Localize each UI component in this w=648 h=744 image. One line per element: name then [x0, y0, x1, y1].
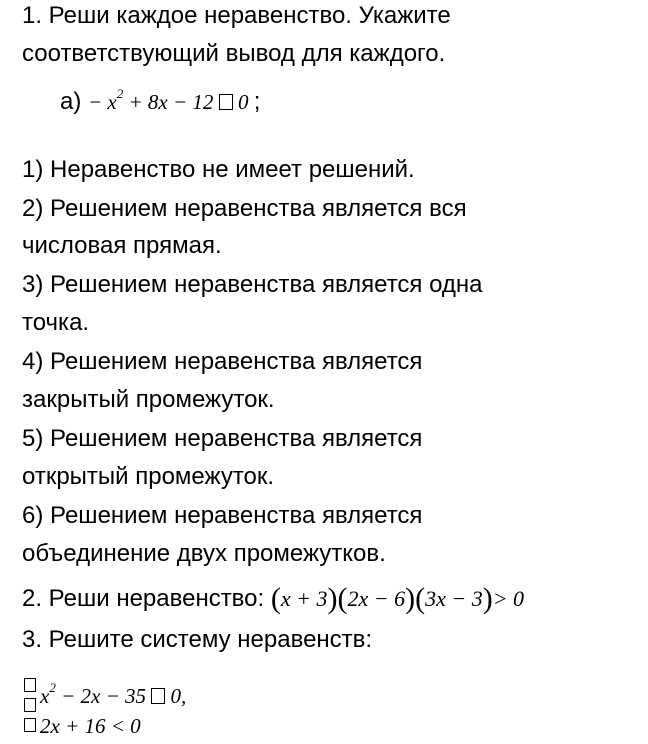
system-inequality-1: $x^2 - 2x - 35$ 0,: [40, 680, 187, 708]
option-6-cont: объединение двух промежутков.: [22, 540, 386, 567]
missing-symbol-box-icon: [219, 94, 233, 110]
option-3: 3) Решением неравенства является одна: [22, 271, 483, 298]
option-1: 1) Неравенство не имеет решений.: [22, 156, 415, 183]
task1-line2: соответствующий вывод для каждого.: [22, 40, 446, 67]
option-4: 4) Решением неравенства является: [22, 348, 423, 375]
system-brace-top-icon: [24, 678, 36, 692]
option-3-cont: точка.: [22, 309, 90, 336]
task2-label: 2. Реши неравенство:: [22, 585, 265, 612]
system-brace-middle-icon: [24, 698, 36, 712]
task1-line1: 1. Реши каждое неравенство. Укажите: [22, 2, 451, 29]
option-6: 6) Решением неравенства является: [22, 502, 423, 529]
option-2: 2) Решением неравенства является вся: [22, 195, 467, 222]
missing-symbol-box-icon: [151, 688, 165, 704]
math-expression-a: − $x^2 + 8x - 12$ 0: [88, 86, 249, 114]
semicolon: ;: [253, 88, 261, 115]
option-5: 5) Решением неравенства является: [22, 425, 423, 452]
task2: [22, 582, 525, 615]
option-2-cont: числовая прямая.: [22, 232, 222, 259]
option-4-cont: закрытый промежуток.: [22, 386, 275, 413]
system-brace-bottom-icon: [24, 718, 36, 732]
task3-label: 3. Решите систему неравенств:: [22, 626, 373, 653]
task2-expression: (x + 3)(2x − 6)(3x − 3)> 0: [270, 582, 525, 615]
part-label: а): [60, 88, 82, 115]
option-5-cont: открытый промежуток.: [22, 463, 275, 490]
task1-part-a: [60, 80, 260, 116]
system-inequality-2: 2x + 16 < 0: [40, 714, 141, 738]
